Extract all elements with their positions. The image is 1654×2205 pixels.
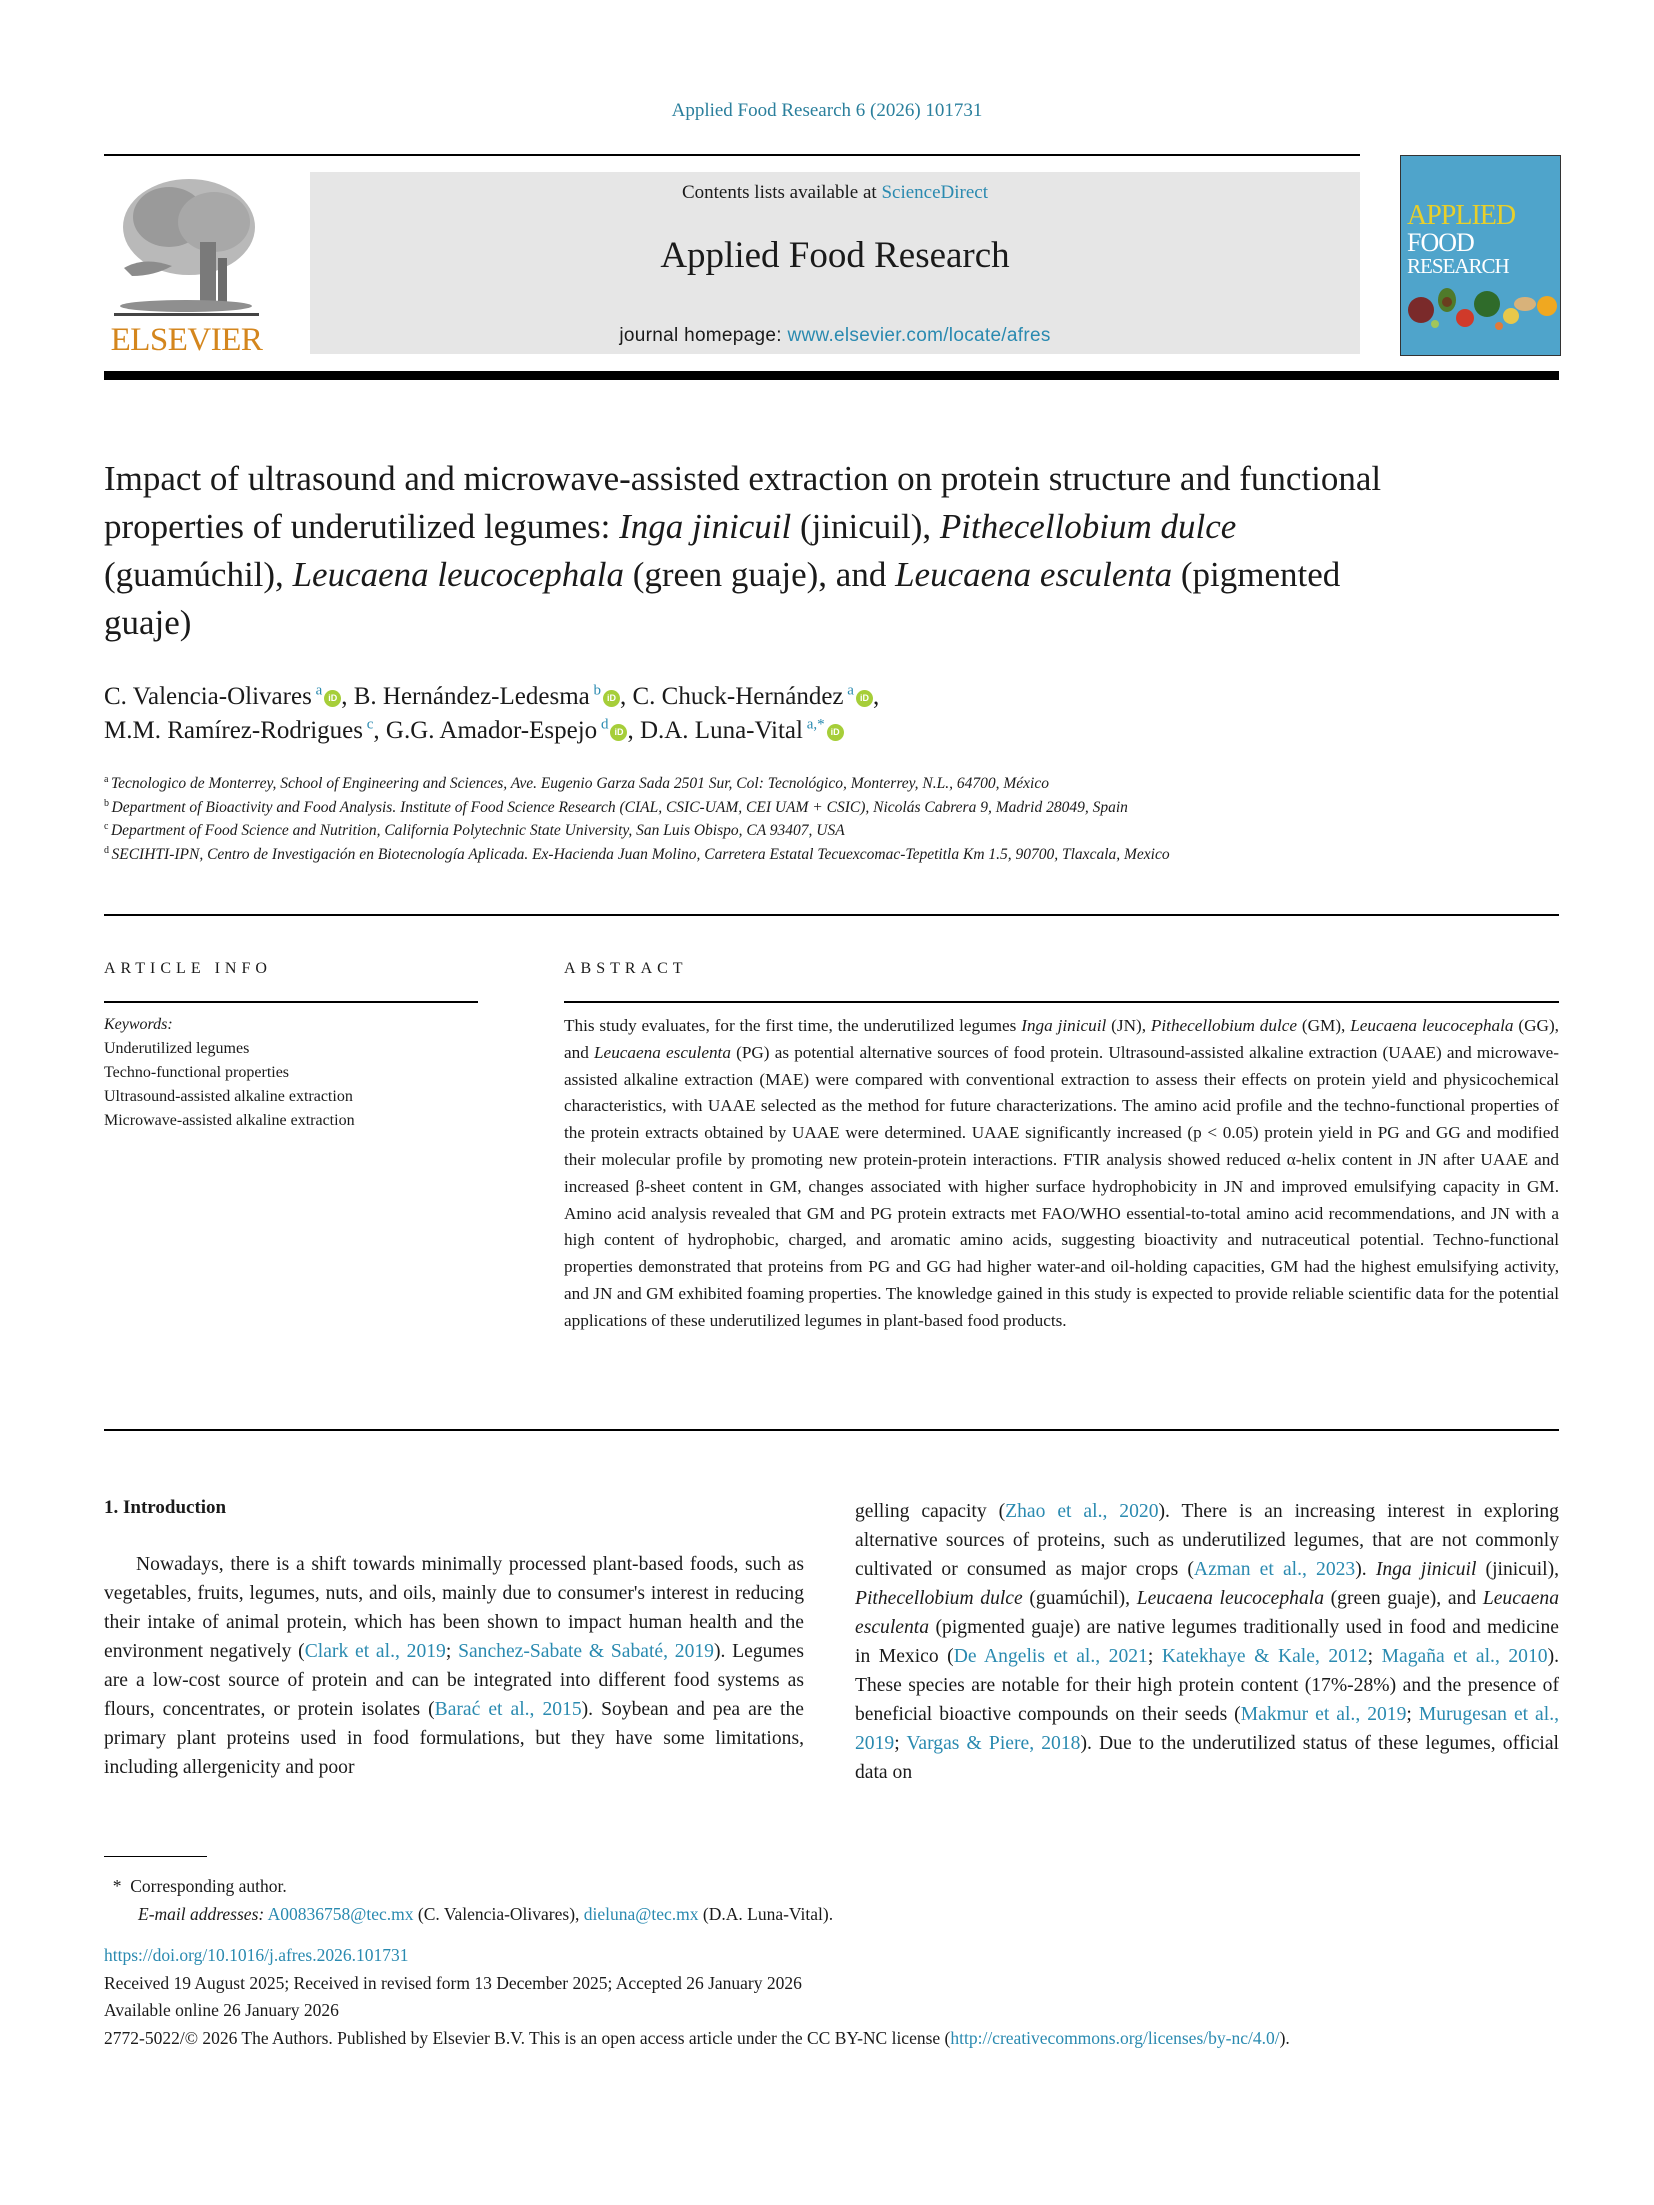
keyword[interactable]: Microwave-assisted alkaline extraction [104,1112,355,1129]
article-info-heading: ARTICLE INFO [104,960,272,977]
keyword[interactable]: Techno-functional properties [104,1064,290,1081]
license-suffix: ). [1279,2027,1290,2048]
species-name: Inga jinicuil [619,507,792,546]
body-text: ). Due to the underutilized status of these legumes, official data on [855,1733,1559,1783]
body-text: (green guaje), and [1324,1588,1483,1609]
cover-title-research: RESEARCH [1407,254,1509,278]
citation-link[interactable]: De Angelis et al., 2021 [953,1646,1148,1667]
abstract-fragment: (GM), [1297,1016,1351,1035]
affiliation-key: a [104,773,111,785]
species-name: Pithecellobium dulce [855,1588,1023,1609]
doi-link[interactable]: https://doi.org/10.1016/j.afres.2026.101731 [104,1945,409,1965]
species-name: Inga jinicuil [1375,1559,1477,1580]
title-text: Impact of ultrasound and microwave-assisted extraction on protein structure and functional properties of underutilized legumes: [104,459,1382,546]
license-prefix: 2772-5022/© 2026 The Authors. Published by Elsevier B.V. This is an open access article under the CC BY-NC license ( [104,2027,951,2048]
affiliation-text: Department of Food Science and Nutrition, California Polytechnic State University, San Luis Obispo, CA 93407, USA [110,822,845,839]
author-separator: , [872,683,880,710]
author-name[interactable]: C. Valencia-Olivares [104,683,312,710]
body-text: ). Legumes are a low-cost source of protein and can be integrated into different food systems as flours, concentrates, or protein isolates ( [104,1641,804,1720]
footnotes [104,1872,1564,1928]
body-text: ; [1406,1704,1419,1725]
journal-cover[interactable] [1400,155,1561,356]
paragraph [855,1497,1559,1787]
affiliation-marker[interactable]: a,* [802,716,825,733]
citation-link[interactable]: Makmur et al., 2019 [1240,1704,1407,1725]
author-name[interactable]: B. Hernández-Ledesma [353,683,590,710]
abstract-text [564,1013,1559,1335]
title-text: (pigmented guaje) [104,555,1341,642]
affiliation-text: SECIHTI-IPN, Centro de Investigación en Biotecnología Aplicada. Ex-Hacienda Juan Molino, Carretera Estatal Tecuexcomac-Tepetitla Km 1.5, 90700, Tlaxcala, Mexico [111,845,1170,863]
author-separator: , [373,717,386,744]
license-statement [104,2025,1564,2053]
orcid-icon[interactable]: iD [324,690,341,707]
title-text: (jinicuil), [791,507,940,546]
cover-title-applied: APPLIED [1407,200,1516,231]
introduction-heading: 1. Introduction [104,1497,227,1518]
author-name[interactable]: G.G. Amador-Espejo [385,717,598,744]
masthead-top-rule [104,154,1360,156]
abstract-fragment: (JN), [1106,1016,1151,1035]
email-addresses [104,1900,1564,1928]
email-owner: (D.A. Luna-Vital). [698,1904,834,1924]
contents-prefix: Contents lists available at [681,182,882,203]
journal-name: Applied Food Research [660,235,1010,276]
affiliation-marker[interactable]: d [597,716,609,733]
citation-link[interactable]: Sanchez-Sabate & Sabaté, 2019 [458,1641,714,1662]
article-title [104,455,1404,647]
keywords-block [104,1013,355,1133]
body-text: (pigmented guaje) are native legumes traditionally used in food and medicine in Mexico ( [855,1617,1559,1667]
orcid-icon[interactable]: iD [856,690,873,707]
section-rule [104,1429,1559,1431]
body-text: ). These species are notable for their high protein content (17%-28%) and the presence of beneficial bioactive compounds on their seeds ( [855,1646,1560,1725]
homepage-prefix: journal homepage: [619,325,788,346]
license-link[interactable]: http://creativecommons.org/licenses/by-nc/4.0/ [950,2027,1280,2048]
orcid-icon[interactable]: iD [603,690,620,707]
body-text: ). There is an increasing interest in exploring alternative sources of proteins, such as underutilized legumes, that are not commonly cultivated or consumed as major crops ( [855,1501,1559,1580]
citation-link[interactable]: Azman et al., 2023 [1193,1559,1356,1580]
affiliation-key: c [104,820,111,832]
species-name: Pithecellobium dulce [1150,1016,1298,1035]
species-name: Inga jinicuil [1021,1016,1107,1035]
keyword[interactable]: Ultrasound-assisted alkaline extraction [104,1088,353,1105]
title-text: (green guaje), and [623,555,896,594]
abstract-fragment: (PG) as potential alternative sources of food protein. Ultrasound-assisted alkaline extraction (UAAE) and microwave-assisted alkaline extraction (MAE) were compared with conventional extraction to assess their effects on protein yield and physicochemical characteristics, with UAAE selected as the method for future characterizations. The amino acid profile and the techno-functional properties of the protein extracts obtained by UAAE were determined. UAAE significantly increased (p < 0.05) protein yield in PG and GG and modified their molecular profile by promoting new protein-protein interactions. FTIR analysis showed reduced α-helix content in JN after UAAE and increased β-sheet content in GM, changes associated with higher surface hydrophobicity in JN and improved emulsifying capacity in GM. Amino acid analysis revealed that GM and PG protein extracts met FAO/WHO essential-to-total amino acid recommendations, and JN with a high content of hydrophobic, charged, and aromatic amino acids, suggesting bioactivity and nutraceutical potential. Techno-functional properties demonstrated that proteins from PG and GG had higher water-and oil-holding capacities, GM had the highest emulsifying activity, and JN and GM exhibited foaming properties. The knowledge gained in this study is expected to provide reliable scientific data for the potential applications of these underutilized legumes in plant-based food products. [564,1042,1559,1330]
orcid-icon[interactable]: iD [827,724,844,741]
citation-link[interactable]: Vargas & Piere, 2018 [906,1733,1081,1754]
elsevier-tree-icon [114,172,259,317]
citation-link[interactable]: Murugesan et al., 2019 [855,1704,1559,1754]
running-header[interactable]: Applied Food Research 6 (2026) 101731 [671,100,983,121]
journal-homepage-link[interactable]: www.elsevier.com/locate/afres [787,325,1051,346]
keywords-list [104,1037,355,1133]
author-list [104,680,1404,748]
email-link[interactable]: dieluna@tec.mx [583,1904,699,1924]
abstract-rule [564,1001,1559,1003]
citation-link[interactable]: Zhao et al., 2020 [1005,1501,1159,1522]
publication-info [104,1942,1564,2052]
keyword[interactable]: Underutilized legumes [104,1040,250,1057]
species-name: Leucaena leucocephala [1350,1016,1514,1035]
body-text: Nowadays, there is a shift towards minimally processed plant-based foods, such as vegetables, fruits, legumes, nuts, and oils, mainly due to consumer's interest in reducing their intake of animal protein, which has been shown to impact human health and the environment negatively ( [104,1554,804,1662]
abstract-heading: ABSTRACT [564,960,688,977]
species-name: Leucaena esculenta [895,555,1173,594]
masthead-bottom-rule [104,371,1559,380]
affiliations [104,772,1564,866]
affiliation-text: Tecnologico de Monterrey, School of Engineering and Sciences, Ave. Eugenio Garza Sada 2501 Sur, Col: Tecnológico, Monterrey, N.L., 64700, México [110,775,1049,792]
citation-link[interactable]: Barać et al., 2015 [434,1699,582,1720]
citation-link[interactable]: Katekhaye & Kale, 2012 [1161,1646,1368,1667]
elsevier-logo[interactable] [104,172,269,362]
species-name: Leucaena esculenta [594,1042,731,1062]
body-text: ). [1355,1559,1376,1580]
body-text: ; [445,1641,459,1662]
affiliation-key: b [104,797,112,809]
article-history: Received 19 August 2025; Received in revised form 13 December 2025; Accepted 26 January 2026 [104,1972,802,1993]
body-text: ; [1147,1646,1162,1667]
citation-link[interactable]: Magaña et al., 2010 [1381,1646,1548,1667]
species-name: Leucaena leucocephala [1136,1588,1324,1609]
email-label: E-mail addresses: [138,1904,265,1924]
affiliation-marker[interactable]: c [362,716,374,733]
affiliation [104,819,1564,843]
cover-food-illustration [1401,286,1560,336]
body-text: ; [894,1733,907,1754]
orcid-icon[interactable]: iD [610,724,627,741]
body-column-left [104,1550,804,1782]
body-column-right [855,1497,1559,1787]
species-name: Leucaena leucocephala [292,555,624,594]
affiliation [104,772,1564,796]
author-name[interactable]: M.M. Ramírez-Rodrigues [104,717,363,744]
homepage-line [310,325,1360,347]
elsevier-wordmark: ELSEVIER [110,322,263,358]
abstract-fragment: (GG), and [564,1016,1559,1062]
corresponding-text: Corresponding author. [130,1876,287,1896]
affiliation-marker[interactable]: a [311,682,323,699]
email-owner: (C. Valencia-Olivares), [413,1904,584,1924]
cover-title-food: FOOD [1407,228,1474,257]
author-separator: , [619,683,633,710]
section-rule [104,914,1559,916]
title-text: (guamúchil), [104,555,293,594]
body-text: gelling capacity ( [855,1501,1006,1522]
affiliation-marker[interactable]: a [843,682,854,699]
email-link[interactable]: A00836758@tec.mx [267,1904,414,1924]
body-text: (guamúchil), [1022,1588,1137,1609]
citation-link[interactable]: Clark et al., 2019 [304,1641,446,1662]
corresponding-author-note [104,1872,1564,1900]
body-text: ). Soybean and pea are the primary plant proteins used in food formulations, but they have some limitations, including allergenicity and poor [104,1699,804,1778]
affiliation-text: Department of Bioactivity and Food Analysis. Institute of Food Science Research (CIAL, CSIC-UAM, CEI UAM + CSIC), Nicolás Cabrera 9, Madrid 28049, Spain [111,798,1128,816]
affiliation [104,796,1564,820]
contents-line [310,182,1360,204]
keywords-label: Keywords: [104,1016,173,1033]
corresponding-mark: * [112,1876,122,1896]
body-text: ; [1367,1646,1382,1667]
article-info-rule [104,1001,478,1003]
author-name[interactable]: D.A. Luna-Vital [639,717,803,744]
author-separator: , [627,717,640,744]
species-name: Pithecellobium dulce [939,507,1237,546]
author-name[interactable]: C. Chuck-Hernández [632,683,844,710]
abstract-fragment: This study evaluates, for the first time, the underutilized legumes [564,1016,1022,1035]
affiliation [104,843,1564,867]
species-name: Leucaena esculenta [855,1588,1560,1638]
masthead-box [310,172,1360,354]
paragraph [104,1550,804,1782]
affiliation-key: d [104,844,112,856]
sciencedirect-link[interactable]: ScienceDirect [881,182,989,203]
body-text: (jinicuil), [1476,1559,1559,1580]
affiliation-marker[interactable]: b [589,682,601,699]
author-separator: , [341,683,354,710]
available-online: Available online 26 January 2026 [104,2000,339,2020]
footnote-rule [104,1856,207,1857]
